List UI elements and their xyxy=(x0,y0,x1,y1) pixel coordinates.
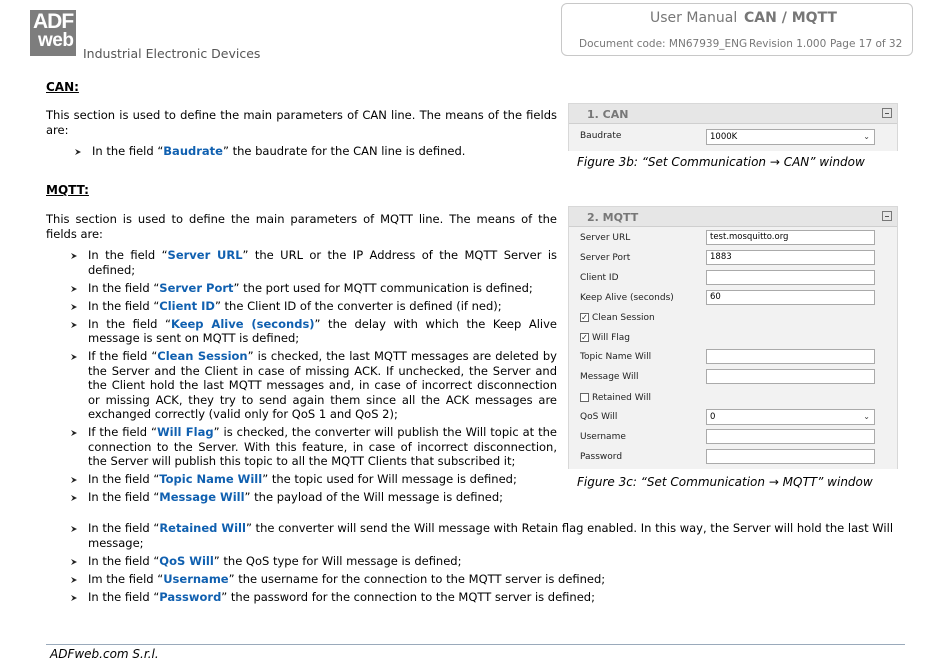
username-input[interactable] xyxy=(706,429,875,444)
list-item xyxy=(88,521,893,550)
bullet-arrow-icon xyxy=(69,251,79,261)
can-intro: This section is used to define the main parameters of CAN line. The means of the fields are: xyxy=(46,108,557,137)
field-name: Will Flag xyxy=(156,425,214,439)
bullet-text-post: ” the username for the connection to the MQTT server is defined; xyxy=(228,571,606,586)
collapse-icon[interactable] xyxy=(882,108,892,118)
bullet-text-post: ” the URL or the IP Address of the MQTT Server is defined; xyxy=(88,248,558,277)
company-tagline: Industrial Electronic Devices xyxy=(83,46,261,61)
list-item xyxy=(88,590,893,605)
field-name: Server URL xyxy=(167,248,243,262)
list-item xyxy=(88,317,557,346)
footer-divider xyxy=(46,644,905,645)
list-item xyxy=(88,281,557,296)
list-item xyxy=(92,144,557,159)
bullet-arrow-icon xyxy=(69,475,79,485)
server-url-label: Server URL xyxy=(580,233,631,243)
bullet-text-post: ” the Client ID of the converter is defined (if ned); xyxy=(214,298,502,313)
bullet-text-pre: In the field “ xyxy=(88,298,160,313)
bullet-text-pre: In the field “ xyxy=(88,316,171,331)
will-flag-label: Will Flag xyxy=(592,333,630,343)
list-item xyxy=(88,248,557,277)
bullet-text-post: ” the topic used for Will message is defined; xyxy=(262,472,517,486)
username-label: Username xyxy=(580,432,626,442)
mqtt-bullet-list-wide xyxy=(88,521,893,608)
bullet-text-post: ” the QoS type for Will message is defined; xyxy=(213,553,462,568)
clean-session-checkbox[interactable]: ✓ xyxy=(581,313,588,322)
bullet-text-pre: In the field “ xyxy=(92,144,164,158)
message-will-label: Message Will xyxy=(580,372,639,382)
field-name: Clean Session xyxy=(157,349,248,363)
can-bullet-list xyxy=(92,144,557,162)
baudrate-select[interactable] xyxy=(706,129,875,145)
qos-will-value: 0 xyxy=(710,412,716,422)
header-page-number: Page 17 of 32 xyxy=(830,38,903,50)
keep-alive-label: Keep Alive (seconds) xyxy=(580,293,674,303)
bullet-text-post: ” is checked, the last MQTT messages are deleted by the Server and the Client in case of missing ACK. If unchecked, the Server and the Client hold the last MQTT messages and, in case of incorrect disconnection or missing ACK, they try to send again them since all the ACK messages are exchanged correctly (valid only for QoS 1 and QoS 2); xyxy=(88,349,557,421)
bullet-text-pre: If the field “ xyxy=(88,425,157,439)
bullet-arrow-icon xyxy=(69,428,79,438)
retained-will-checkbox[interactable] xyxy=(580,393,589,402)
mqtt-panel-title: 2. MQTT xyxy=(587,211,639,224)
server-port-label: Server Port xyxy=(580,253,631,263)
bullet-text-post: ” the baudrate for the CAN line is defined. xyxy=(222,144,466,158)
baudrate-value: 1000K xyxy=(710,132,738,142)
password-label: Password xyxy=(580,452,623,462)
document-header xyxy=(561,3,913,56)
client-id-label: Client ID xyxy=(580,273,619,283)
bullet-text-pre: In the field “ xyxy=(88,553,160,568)
can-settings-panel xyxy=(568,103,898,151)
can-figure-caption: Figure 3b: “Set Communication → CAN” window xyxy=(577,155,865,169)
message-will-input[interactable] xyxy=(706,369,875,384)
bullet-text-post: ” the converter will send the Will message with Retain flag enabled. In this way, the Server will hold the last Will message; xyxy=(88,521,894,550)
bullet-text-pre: In the field “ xyxy=(88,472,160,486)
list-item xyxy=(88,425,557,469)
list-item xyxy=(88,490,557,505)
mqtt-figure-caption: Figure 3c: “Set Communication → MQTT” window xyxy=(577,475,873,489)
bullet-text-pre: In the field “ xyxy=(88,280,160,295)
bullet-text-pre: In the field “ xyxy=(88,248,168,262)
bullet-text-pre: In the field “ xyxy=(88,521,160,535)
list-item xyxy=(88,554,893,569)
footer-company: ADFweb.com S.r.l. xyxy=(50,647,159,659)
chevron-down-icon: ⌄ xyxy=(863,412,870,421)
bullet-arrow-icon xyxy=(69,302,79,312)
mqtt-panel-title-bar xyxy=(569,207,897,227)
bullet-arrow-icon xyxy=(69,320,79,330)
bullet-text-post: ” the password for the connection to the MQTT server is defined; xyxy=(221,589,595,604)
client-id-input[interactable] xyxy=(706,270,875,285)
bullet-arrow-icon xyxy=(69,524,79,534)
bullet-arrow-icon xyxy=(69,593,79,603)
field-name: Keep Alive (seconds) xyxy=(170,316,315,331)
bullet-text-post: ” the payload of the Will message is defined; xyxy=(244,490,504,504)
collapse-icon[interactable] xyxy=(882,211,892,221)
retained-will-label: Retained Will xyxy=(592,393,651,403)
will-flag-checkbox[interactable]: ✓ xyxy=(581,333,588,342)
topic-name-will-label: Topic Name Will xyxy=(580,352,652,362)
mqtt-settings-panel xyxy=(568,206,898,469)
bullet-text-post: ” the delay with which the Keep Alive message is sent on MQTT is defined; xyxy=(88,316,557,345)
logo-text-adf: ADF xyxy=(33,10,74,33)
list-item xyxy=(88,472,557,487)
field-name: Message Will xyxy=(159,490,245,504)
chevron-down-icon: ⌄ xyxy=(863,132,870,141)
baudrate-label: Baudrate xyxy=(580,131,622,141)
bullet-arrow-icon xyxy=(69,575,79,585)
field-name: Server Port xyxy=(159,280,234,295)
list-item xyxy=(88,299,557,314)
field-name: Retained Will xyxy=(159,521,246,535)
topic-name-will-input[interactable] xyxy=(706,349,875,364)
bullet-arrow-icon xyxy=(69,557,79,567)
field-name: Client ID xyxy=(159,298,215,313)
keep-alive-input[interactable]: 60 xyxy=(706,290,875,305)
can-panel-title: 1. CAN xyxy=(587,108,629,121)
adfweb-logo xyxy=(30,10,76,56)
bullet-arrow-icon xyxy=(69,352,79,362)
header-revision: Revision 1.000 xyxy=(749,38,827,50)
qos-will-label: QoS Will xyxy=(580,412,618,422)
bullet-text-pre: In the field “ xyxy=(88,589,160,604)
mqtt-bullet-list xyxy=(88,248,557,508)
can-heading: CAN: xyxy=(46,80,79,94)
bullet-text-pre: In the field “ xyxy=(88,490,160,504)
header-manual-label: User Manual xyxy=(650,10,738,26)
field-name: Baudrate xyxy=(163,144,223,158)
field-name: Username xyxy=(163,571,229,586)
qos-will-select[interactable] xyxy=(706,409,875,425)
bullet-text-pre: Im the field “ xyxy=(88,571,164,586)
field-name: QoS Will xyxy=(159,553,214,568)
clean-session-label: Clean Session xyxy=(592,313,655,323)
mqtt-heading: MQTT: xyxy=(46,183,89,197)
logo-text-web: web xyxy=(38,30,74,51)
bullet-text-post: ” the port used for MQTT communication is defined; xyxy=(233,280,533,295)
list-item xyxy=(88,349,557,422)
field-name: Topic Name Will xyxy=(159,472,263,486)
password-input[interactable] xyxy=(706,449,875,464)
bullet-arrow-icon xyxy=(69,493,79,503)
bullet-arrow-icon xyxy=(73,147,83,157)
header-section-title: CAN / MQTT xyxy=(744,10,837,26)
bullet-text-post: ” is checked, the converter will publish the Will topic at the connection to the Server. With this feature, in case of incorrect disconnection, the Server will publish this topic to all the MQTT Clients that subscribed it; xyxy=(88,425,557,468)
bullet-arrow-icon xyxy=(69,284,79,294)
can-panel-title-bar xyxy=(569,104,897,124)
server-port-input[interactable]: 1883 xyxy=(706,250,875,265)
mqtt-intro: This section is used to define the main parameters of MQTT line. The means of the fields are: xyxy=(46,212,557,241)
list-item xyxy=(88,572,893,587)
bullet-text-pre: If the field “ xyxy=(88,349,158,363)
server-url-input[interactable]: test.mosquitto.org xyxy=(706,230,875,245)
field-name: Password xyxy=(159,589,222,604)
header-doc-code: Document code: MN67939_ENG xyxy=(579,38,748,50)
